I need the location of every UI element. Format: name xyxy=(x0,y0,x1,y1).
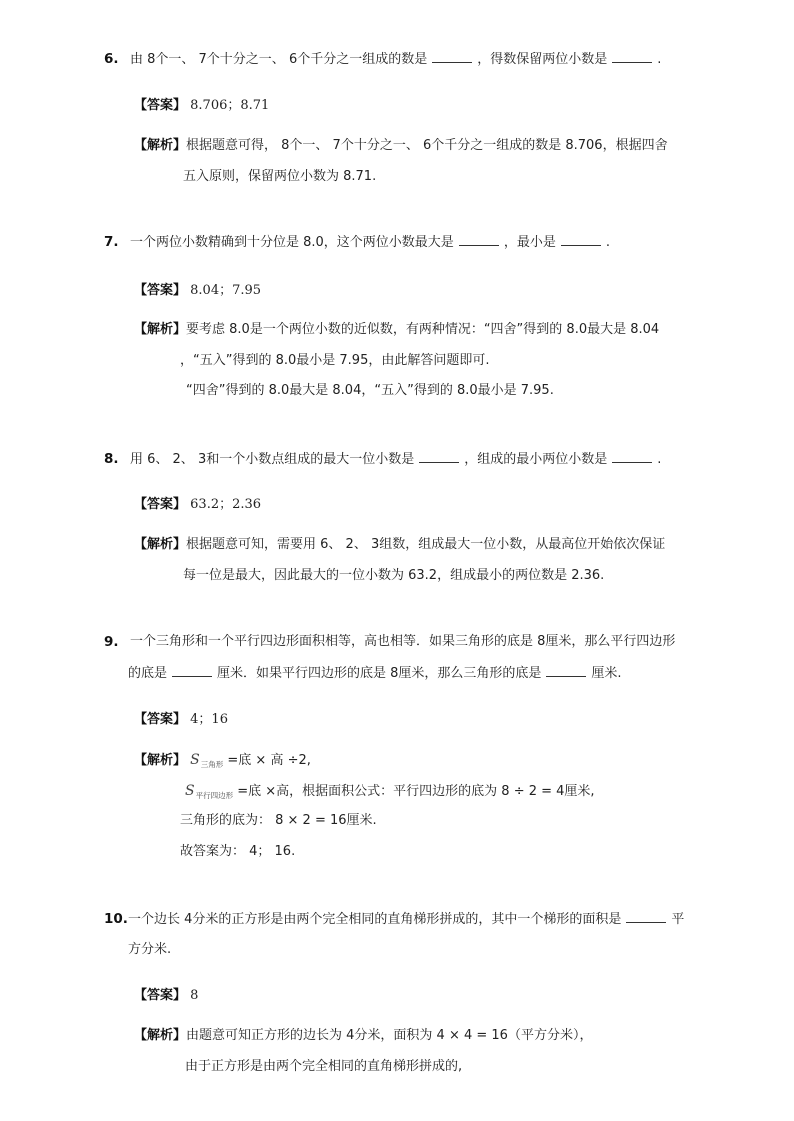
answer-line xyxy=(134,282,261,300)
answer-blank xyxy=(626,910,666,923)
area-symbol: S xyxy=(185,783,195,799)
question-number: 7. xyxy=(104,234,119,250)
answer-label: 【答案】 xyxy=(134,497,187,512)
answer-line xyxy=(134,496,261,514)
question-text: 用 6、 2、 3和一个小数点组成的最大一位小数是 ，组成的最小两位小数是 . xyxy=(130,452,662,467)
area-symbol: S xyxy=(190,752,200,768)
answer-blank xyxy=(172,664,212,677)
analysis-line: ，“五入”得到的 8.0最小是 7.95，由此解答问题即可. xyxy=(180,353,490,368)
question-text: 一个三角形和一个平行四边形面积相等，高也相等．如果三角形的底是 8厘米，那么平行四边形 xyxy=(130,634,676,649)
analysis-line: 由于正方形是由两个完全相同的直角梯形拼成的, xyxy=(185,1059,463,1074)
area-subscript-parallelogram: 平行四边形 xyxy=(195,791,234,800)
answer-blank xyxy=(419,450,459,463)
answer-label: 【答案】 xyxy=(134,98,187,113)
question-text: 由 8个一、 7个十分之一、 6个千分之一组成的数是 ，得数保留两位小数是 . xyxy=(130,52,662,67)
answer-blank xyxy=(561,233,601,246)
analysis-line: 五入原则，保留两位小数为 8.71. xyxy=(183,169,377,184)
answer-value: 63.2；2.36 xyxy=(190,497,262,512)
answer-blank xyxy=(612,450,652,463)
answer-label: 【答案】 xyxy=(134,988,187,1003)
question-number: 10. xyxy=(104,911,128,927)
answer-line xyxy=(134,987,198,1005)
area-subscript-triangle: 三角形 xyxy=(200,760,224,769)
answer-line xyxy=(134,711,228,729)
analysis-line: “四舍”得到的 8.0最大是 8.04，“五入”得到的 8.0最小是 7.95. xyxy=(186,383,554,398)
answer-blank xyxy=(432,50,472,63)
answer-line xyxy=(134,97,269,115)
analysis-line: $S_{平行四边形}$ =底 ×高，根据面积公式：平行四边形的底为 8 ÷ 2 = 4厘米, xyxy=(185,783,595,800)
analysis-line: 【解析】根据题意可得， 8个一、 7个十分之一、 6个千分之一组成的数是 8.706，根据四舍 xyxy=(134,138,668,153)
question-text: 方分米. xyxy=(128,942,172,957)
question-text: 的底是 厘米．如果平行四边形的底是 8厘米，那么三角形的底是 厘米. xyxy=(128,666,622,681)
analysis-line: 三角形的底为： 8 × 2 = 16厘米. xyxy=(180,813,377,828)
question-text: 一个边长 4分米的正方形是由两个完全相同的直角梯形拼成的，其中一个梯形的面积是 平 xyxy=(128,912,685,927)
analysis-line: 每一位是最大，因此最大的一位小数为 63.2，组成最小的两位数是 2.36. xyxy=(183,568,605,583)
answer-blank xyxy=(546,664,586,677)
question-number: 9. xyxy=(104,634,119,650)
answer-value: 4；16 xyxy=(190,712,228,727)
question-number: 8. xyxy=(104,451,119,467)
answer-value: 8 xyxy=(190,988,199,1003)
analysis-label: 【解析】 xyxy=(134,1028,187,1043)
answer-blank xyxy=(612,50,652,63)
analysis-label: 【解析】 xyxy=(134,537,187,552)
analysis-line: 【解析】要考虑 8.0是一个两位小数的近似数，有两种情况：“四舍”得到的 8.0最大是 8.04 xyxy=(134,322,660,337)
answer-value: 8.706；8.71 xyxy=(190,98,270,113)
question-number: 6. xyxy=(104,51,119,67)
analysis-line: 【解析】由题意可知正方形的边长为 4分米，面积为 4 × 4 = 16（平方分米）， xyxy=(134,1028,593,1043)
answer-label: 【答案】 xyxy=(134,283,187,298)
question-text: 一个两位小数精确到十分位是 8.0，这个两位小数最大是 ，最小是 . xyxy=(130,235,610,250)
analysis-line: 【解析】根据题意可知，需要用 6、 2、 3组数，组成最大一位小数，从最高位开始依次保证 xyxy=(134,537,666,552)
answer-label: 【答案】 xyxy=(134,712,187,727)
analysis-line: 【解析】 $S_{三角形}$ =底 × 高 ÷2, xyxy=(134,752,311,769)
analysis-label: 【解析】 xyxy=(134,138,187,153)
answer-value: 8.04；7.95 xyxy=(190,283,262,298)
analysis-label: 【解析】 xyxy=(134,322,187,337)
answer-blank xyxy=(459,233,499,246)
analysis-line: 故答案为： 4； 16. xyxy=(180,844,296,859)
analysis-label: 【解析】 xyxy=(134,753,187,768)
